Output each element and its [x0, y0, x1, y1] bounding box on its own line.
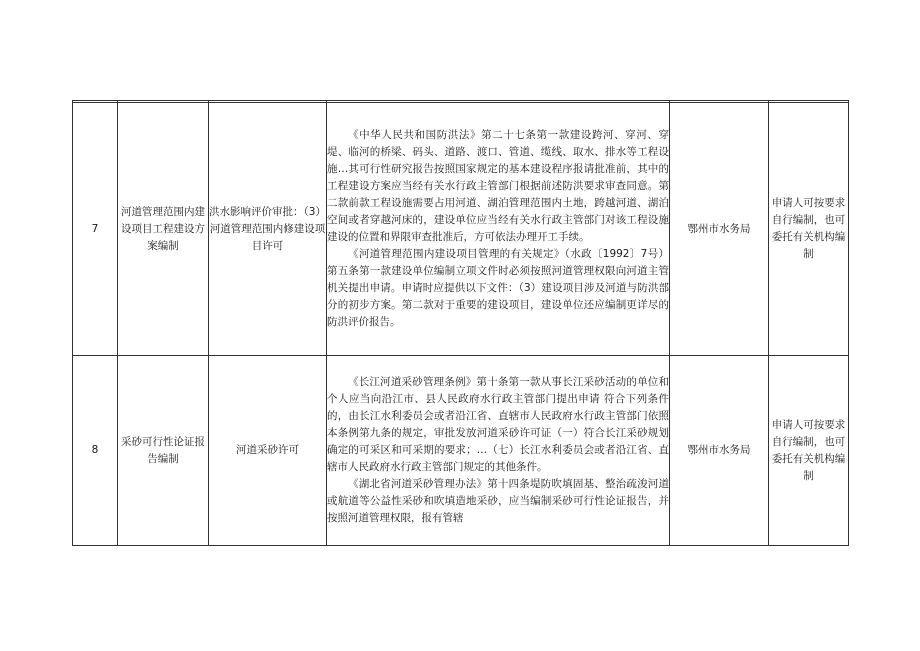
legal-basis-cell [327, 356, 670, 546]
table-row [73, 356, 849, 546]
row-number: 8 [73, 356, 118, 546]
approval-item-cell: 河道采砂许可 [209, 356, 327, 546]
legal-basis-paragraph: 《河道管理范围内建设项目管理的有关规定》（水政〔1992〕7号）第五条第一款建设单位编制立项文件时必须按照河道管理权限向河道主管机关提出申请。申请时应提供以下文件：（3）建设项目涉及河道与防洪部分的初步方案。第二款对于重要的建设项目，建设单位还应编制更详尽的防洪评价报告。 [327, 248, 669, 328]
row-number: 7 [73, 103, 118, 356]
department-cell: 鄂州市水务局 [670, 103, 769, 356]
legal-basis-cell [327, 103, 670, 356]
service-items-table [72, 100, 849, 546]
department-cell: 鄂州市水务局 [670, 356, 769, 546]
remark-cell: 申请人可按要求自行编制，也可委托有关机构编制 [769, 356, 849, 546]
item-name-cell: 采砂可行性论证报告编制 [118, 356, 209, 546]
legal-basis-paragraph: 《长江河道采砂管理条例》第十条第一款从事长江采砂活动的单位和个人应当向沿江市、县人民政府水行政主管部门提出申请 符合下列条件的，由长江水利委员会或者沿江省、直辖市人民政府水行政主管部门依照本条例第九条的规定，审批发放河道采砂许可证（一）符合长江采砂规划确定的可采区和可采期的要求；…（七）长江水利委员会或者沿江省、直辖市人民政府水行政主管部门规定的其他条件。 [327, 376, 669, 473]
remark-cell: 申请人可按要求自行编制，也可委托有关机构编制 [769, 103, 849, 356]
table-row [73, 103, 849, 356]
legal-basis-paragraph: 《湖北省河道采砂管理办法》第十四条堤防吹填固基、整治疏浚河道或航道等公益性采砂和吹填造地采砂，应当编制采砂可行性论证报告，并按照河道管理权限，报有管辖 [327, 478, 669, 524]
item-name-cell: 河道管理范围内建设项目工程建设方案编制 [118, 103, 209, 356]
legal-basis-paragraph: 《中华人民共和国防洪法》第二十七条第一款建设跨河、穿河、穿堤、临河的桥梁、码头、道路、渡口、管道、缆线、取水、排水等工程设施…其可行性研究报告按照国家规定的基本建设程序报请批准前，其中的工程建设方案应当经有关水行政主管部门根据前述防洪要求审查同意。第二款前款工程设施需要占用河道、湖泊管理范围内土地，跨越河道、湖泊空间或者穿越河床的，建设单位应当经有关水行政主管部门对该工程设施建设的位置和界限审查批准后，方可依法办理开工手续。 [327, 129, 669, 243]
approval-item-cell: 洪水影响评价审批：（3）河道管理范围内修建设项目许可 [209, 103, 327, 356]
